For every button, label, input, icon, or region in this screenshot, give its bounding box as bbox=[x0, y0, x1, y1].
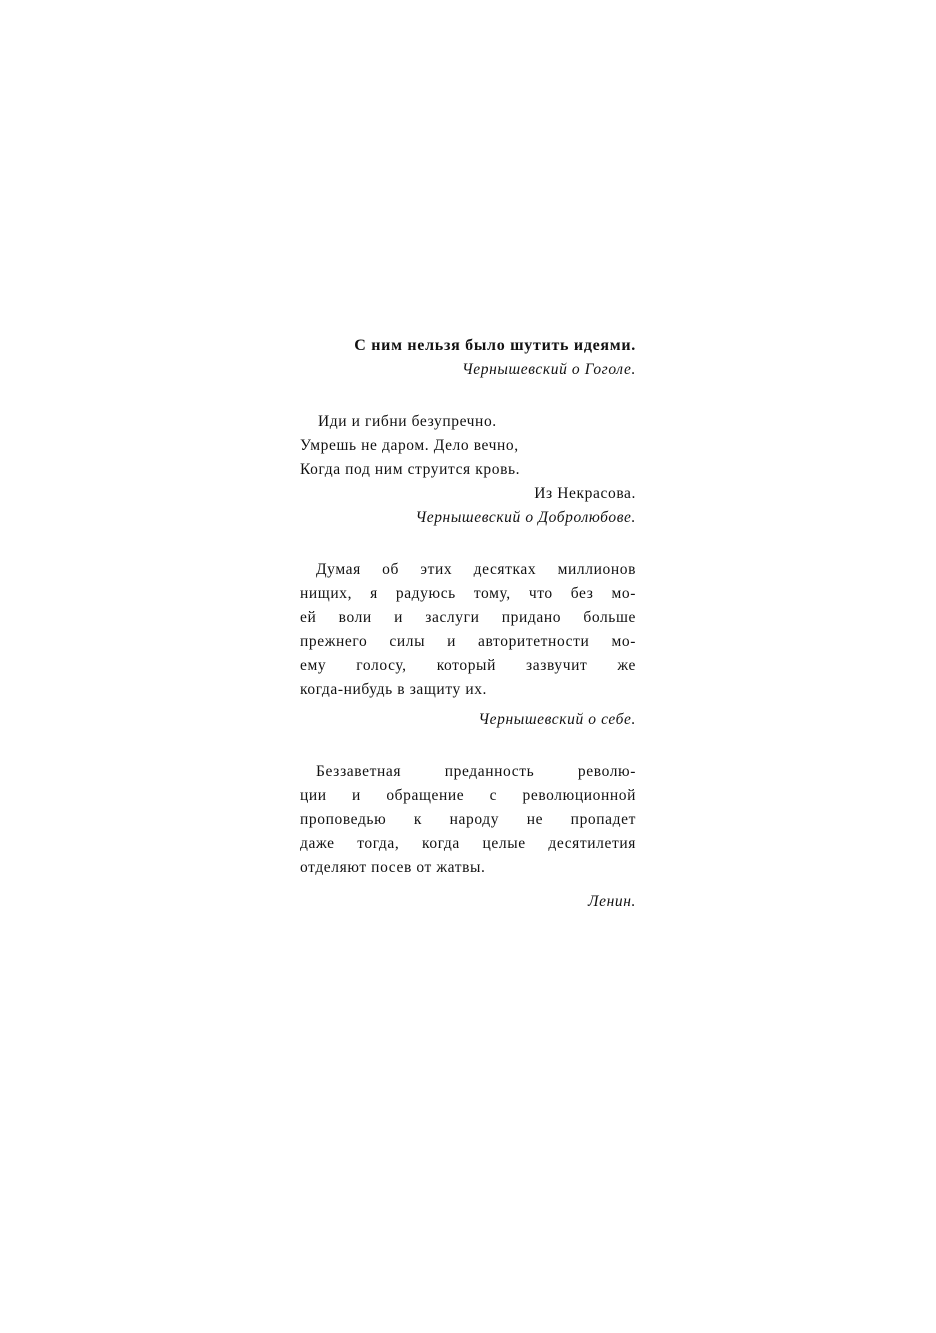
prose-line: проповедью к народу не пропадет bbox=[300, 811, 636, 828]
epigraph-quote: С ним нельзя было шутить идеями. bbox=[354, 337, 636, 354]
epigraph-attribution: Чернышевский о Гоголе. bbox=[461, 361, 636, 378]
prose-line: Беззаветная преданность револю- bbox=[316, 763, 636, 780]
prose-line: прежнего силы и авторитетности мо- bbox=[300, 633, 636, 650]
epigraph-dobrolyubov bbox=[300, 410, 636, 530]
prose-line: ему голосу, который зазвучит же bbox=[300, 657, 636, 674]
prose-line: отделяют посев от жатвы. bbox=[300, 859, 486, 876]
epigraph-lenin bbox=[300, 760, 636, 914]
epigraph-attribution: Чернышевский о себе. bbox=[478, 711, 636, 728]
prose-line: даже тогда, когда целые десятилетия bbox=[300, 835, 636, 852]
verse-line: Иди и гибни безупречно. bbox=[318, 413, 497, 430]
epigraph-gogol bbox=[300, 334, 636, 382]
verse-line: Умрешь не даром. Дело вечно, bbox=[300, 437, 519, 454]
prose-line: ции и обращение с революционной bbox=[300, 787, 636, 804]
prose-line: ей воли и заслуги придано больше bbox=[300, 609, 636, 626]
verse-source: Из Некрасова. bbox=[534, 485, 636, 502]
prose-line: нищих, я радуюсь тому, что без мо- bbox=[300, 585, 636, 602]
verse-line: Когда под ним струится кровь. bbox=[300, 461, 521, 478]
epigraph-page bbox=[300, 334, 636, 914]
prose-line: Думая об этих десятках миллионов bbox=[316, 561, 636, 578]
epigraph-attribution: Ленин. bbox=[588, 893, 636, 910]
prose-line: когда-нибудь в защиту их. bbox=[300, 681, 488, 698]
epigraph-self bbox=[300, 558, 636, 732]
epigraph-attribution: Чернышевский о Добролюбове. bbox=[415, 509, 636, 526]
